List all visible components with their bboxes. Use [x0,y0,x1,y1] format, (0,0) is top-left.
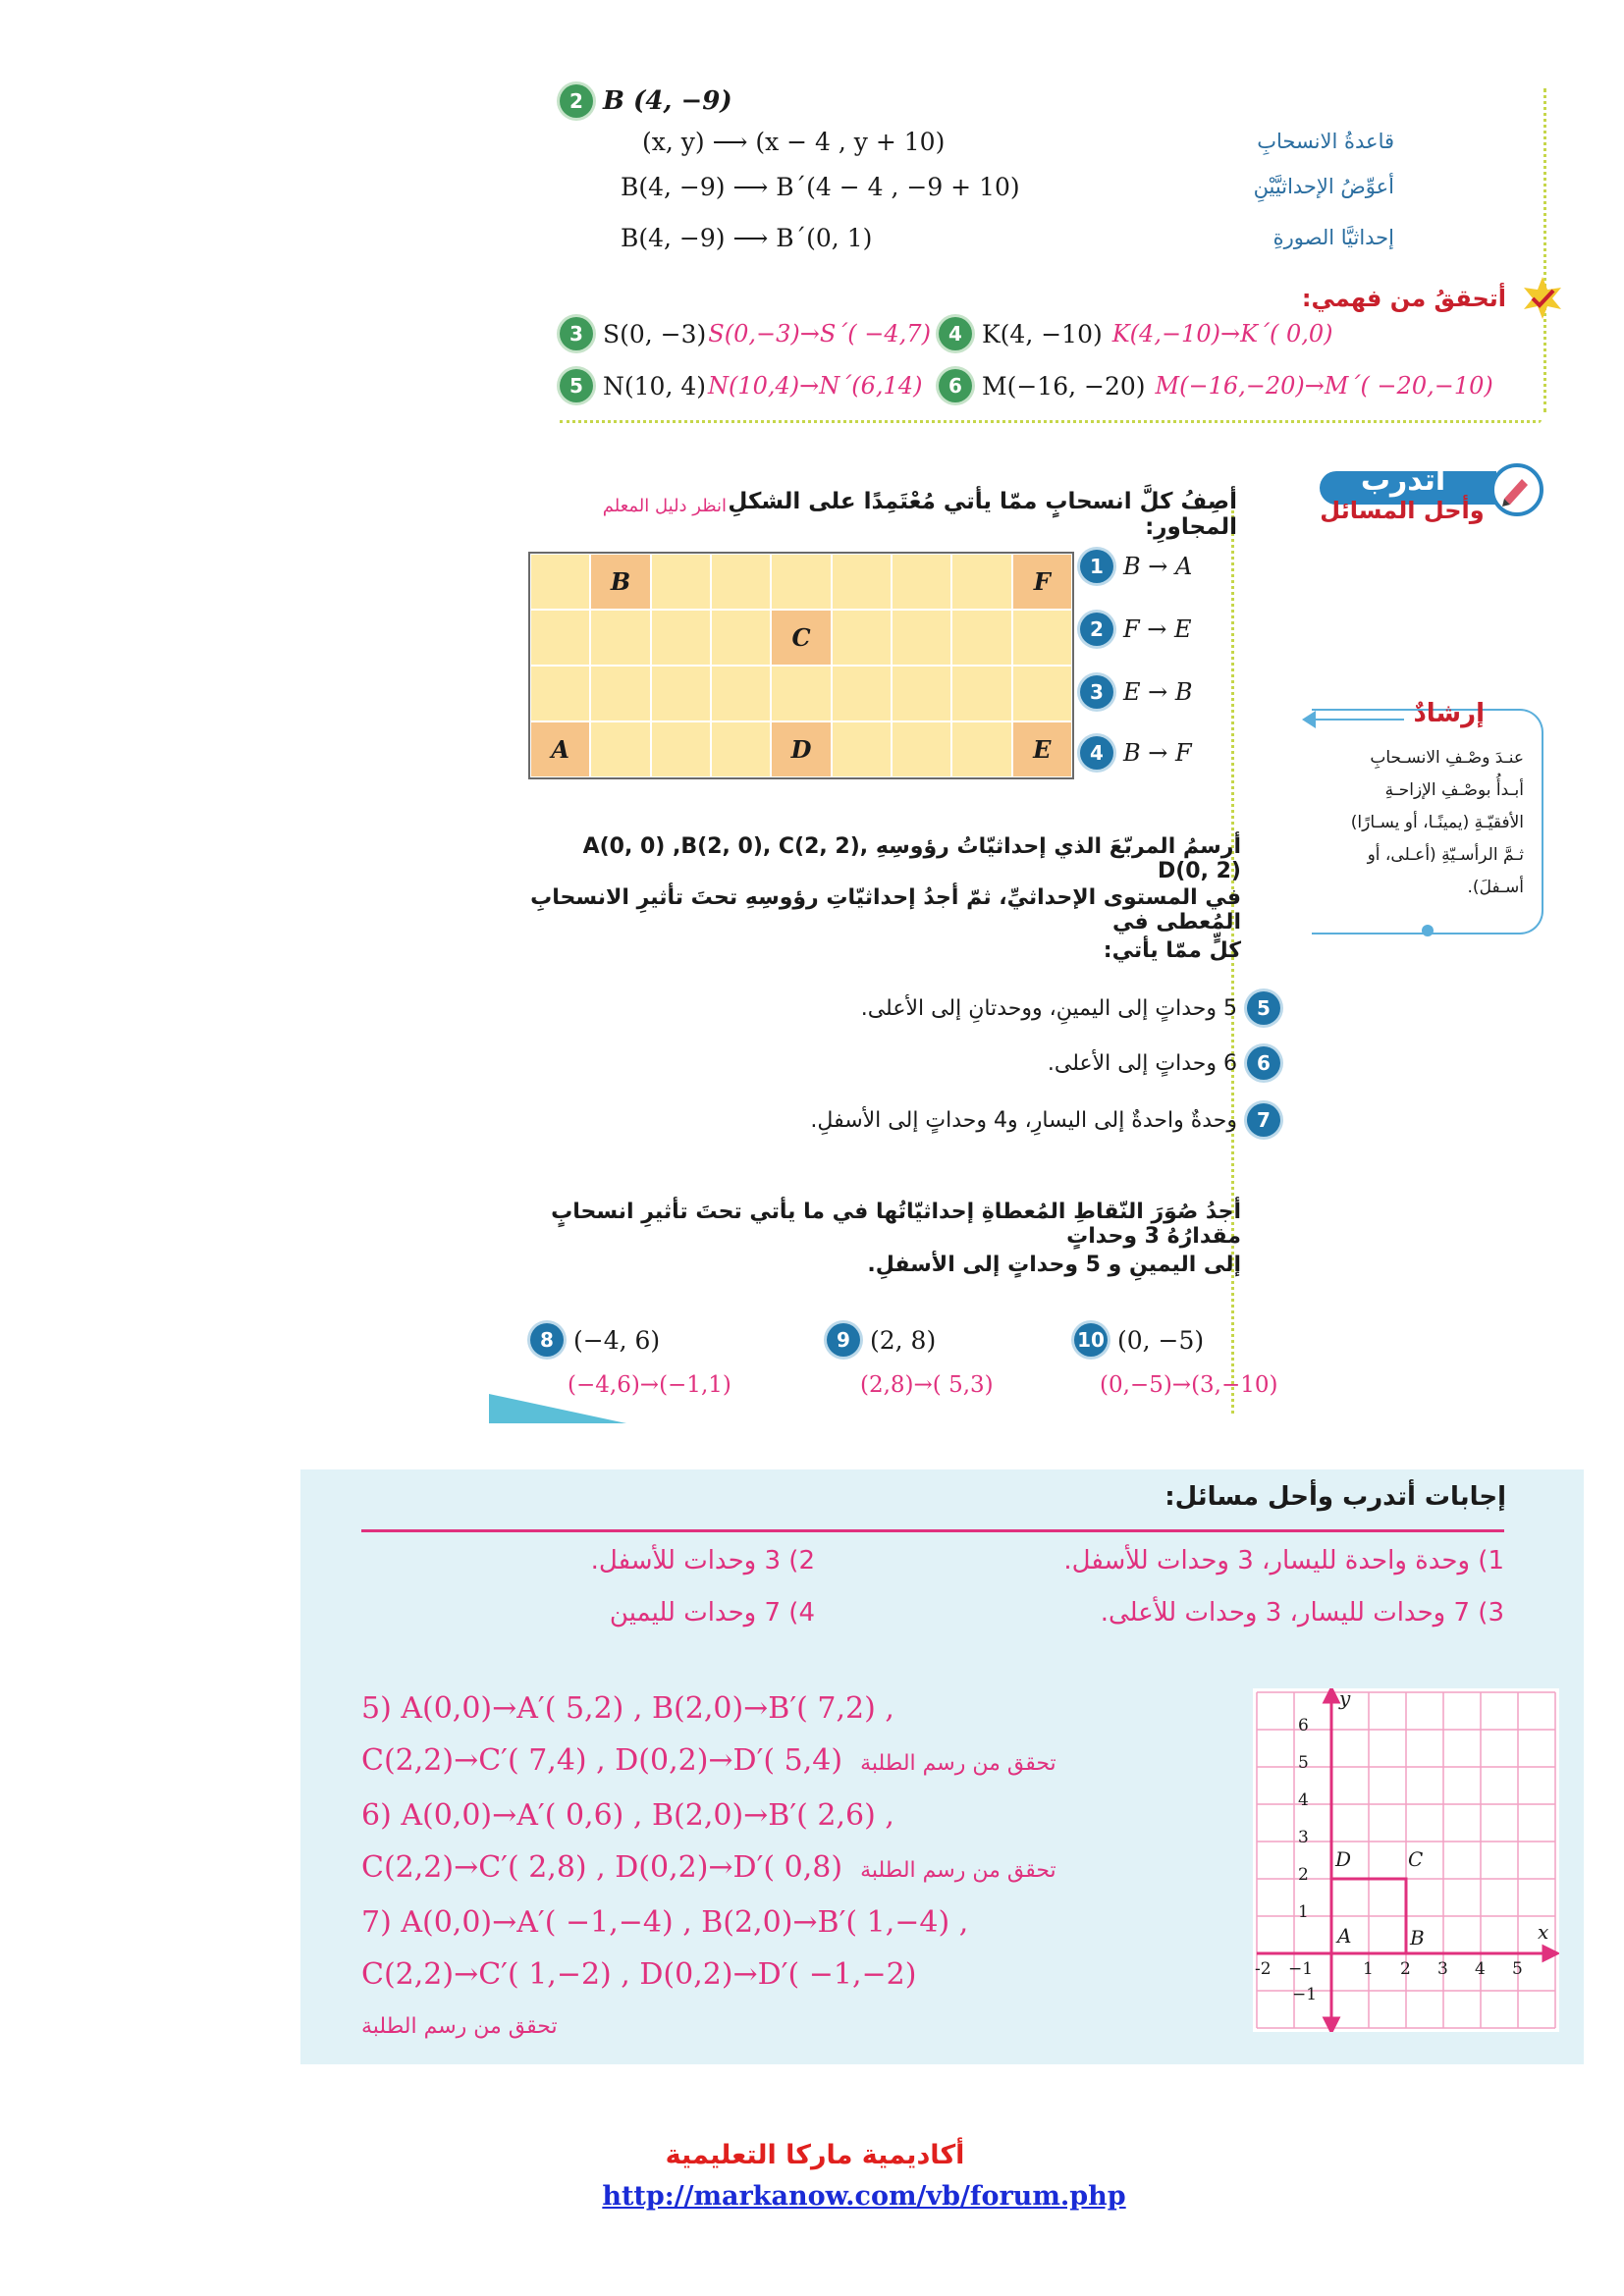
example-line-3: B(4, −9) ⟶ B´(0, 1) [621,224,873,252]
answer-line: C(2,2)→C′( 1,−2) , D(0,2)→D′( −1,−2) [361,1957,917,1992]
point-answer-10: (0,−5)→(3,−10) [1100,1372,1278,1398]
answer-line-with-note [361,1735,1056,1789]
graph-y-label: y [1339,1686,1351,1710]
answer-row-2: 2) 3 وحدات للأسفل. [590,1546,815,1575]
point-answer-8: (−4,6)→(−1,1) [568,1372,731,1398]
practice-instruction-2-line-2: في المستوى الإحداثيِّ، ثمّ أجدُ إحداثيّاتِ رؤوسِهِ تحتَ تأثيرِ الانسحابِ المُعطى في [530,885,1241,934]
example-line-1: (x, y) ⟶ (x − 4 , y + 10) [642,128,946,156]
answer-line: 6) A(0,0)→A′( 0,6) , B(2,0)→B′( 2,6) , [361,1798,894,1833]
graph-point-a: A [1337,1924,1352,1948]
hint-line: أسـفلَ). [1467,878,1524,897]
hint-line: أبـدأُ بوصْـفِ الإزاحـةِ [1384,780,1524,800]
grid-point-e: E [1012,721,1072,777]
hint-text [1316,742,1524,904]
example-number: 2 [560,84,593,118]
move-item-2 [1080,613,1192,646]
hint-line: ثـمَّ الرأسـيّةِ (أعـلى، أو [1367,845,1524,865]
move-item-3 [1080,675,1193,709]
practice-instruction-1: أصِفُ كلَّ انسحابٍ ممّا يأتي مُعْتَمِدًا على الشكلِ المجاورِ: [728,489,1237,540]
practice-instruction-3-line-2: إلى اليمينِ و 5 وحداتٍ إلى الأسفلِ. [867,1253,1241,1277]
graph-point-d: D [1335,1847,1352,1871]
point-item-8 [530,1323,660,1357]
graph-x-tick: 2 [1400,1959,1411,1979]
page-corner-wedge [489,1394,626,1423]
check-drawing-note: تحقق من رسم الطلبة [860,1858,1056,1883]
check-answer: N(10,4)→N´(6,14) [708,372,923,400]
practice-instruction-3-line-1: أجدُ صُوَرَ النّقاطِ المُعطاةِ إحداثيّاتُها في ما يأتي تحتَ تأثيرِ انسحابٍ مقدارُهُ 3 وحداتٍ [551,1200,1241,1249]
move-item-4 [1080,736,1192,770]
graph-y-tick: 2 [1298,1865,1309,1885]
practice-instruction-2-line-1: أرسمُ المربّعَ الذي إحداثيّاتُ رؤوسِهِ A(0, 0) ,B(2, 0), C(2, 2), D(0, 2) [582,834,1241,883]
task-text: وحدةٌ واحدةٌ إلى اليسارِ، و4 وحداتٍ إلى الأسفلِ. [810,1107,1237,1133]
point-question: (0, −5) [1117,1325,1205,1355]
answers-title: إجابات أتدرب وأحل مسائل: [1164,1482,1506,1512]
check-star-icon [1520,275,1565,320]
grid-point-b: B [590,554,650,610]
move-number: 4 [1080,736,1113,770]
answer-row-1: 1) وحدة واحدة لليسار، 3 وحدات للأسفل. [1063,1546,1504,1575]
check-item-6 [939,369,1493,402]
task-item-7 [810,1103,1280,1137]
answer-line: 5) A(0,0)→A′( 5,2) , B(2,0)→B′( 7,2) , [361,1691,894,1726]
graph-x-tick: 3 [1437,1959,1448,1979]
point-question: (2, 8) [870,1325,937,1355]
coordinate-graph [1253,1688,1559,2032]
point-question: (−4, 6) [573,1325,661,1355]
check-drawing-note: تحقق من رسم الطلبة [860,1751,1056,1776]
grid-point-d: D [771,721,831,777]
graph-x-tick: -2 [1255,1959,1272,1979]
move-text: F → E [1123,615,1192,643]
graph-y-tick: 4 [1298,1790,1309,1810]
hint-line: الأفقيّـةِ (يمينًـا، أو يسـارًا) [1350,813,1524,832]
task-item-5 [861,991,1280,1025]
practice-badge-title: أتدرب [1360,463,1446,498]
hint-arrow-icon [1302,711,1316,728]
pencil-icon [1490,463,1543,516]
move-number: 1 [1080,550,1113,583]
move-number: 2 [1080,613,1113,646]
graph-x-tick: 1 [1363,1959,1374,1979]
answer-line: C(2,2)→C′( 7,4) , D(0,2)→D′( 5,4) [361,1743,843,1778]
graph-point-c: C [1408,1847,1424,1871]
check-item-5 [560,369,922,402]
move-item-1 [1080,550,1192,583]
check-question: S(0, −3) [603,319,707,348]
check-item-3 [560,317,931,350]
point-item-10 [1074,1323,1204,1357]
check-number: 4 [939,317,972,350]
graph-y-tick: 5 [1298,1753,1309,1773]
check-item-4 [939,317,1333,350]
example-note-1: قاعدةُ الانسحابِ [1257,130,1394,153]
point-number: 8 [530,1323,564,1357]
answers-divider [361,1529,1504,1532]
graph-x-label: x [1538,1920,1549,1944]
hint-title: إرشادٌ [1413,699,1485,728]
move-text: B → F [1123,739,1192,767]
graph-x-tick: 5 [1512,1959,1523,1979]
task-number: 7 [1247,1103,1280,1137]
task-number: 6 [1247,1046,1280,1080]
check-number: 5 [560,369,593,402]
answer-coordinates [361,1682,1056,2053]
point-number: 10 [1074,1323,1108,1357]
example-line-2: B(4, −9) ⟶ B´(4 − 4 , −9 + 10) [621,173,1020,201]
footer-link[interactable]: http://markanow.com/vb/forum.php [602,2181,1126,2212]
answer-row-3: 3) 7 وحدات لليسار، 3 وحدات للأعلى. [1100,1598,1504,1628]
point-answer-9: (2,8)→( 5,3) [860,1372,994,1398]
task-text: 6 وحداتٍ إلى الأعلى. [1047,1050,1237,1076]
check-question: N(10, 4) [603,371,706,400]
check-number: 3 [560,317,593,350]
graph-point-b: B [1410,1926,1425,1949]
answer-line-with-note [361,1842,1056,1896]
move-text: E → B [1123,678,1193,706]
check-answer: K(4,−10)→K´( 0,0) [1111,320,1333,347]
point-number: 9 [827,1323,860,1357]
check-question: M(−16, −20) [982,371,1146,400]
example-note-3: إحداثيَّا الصورةِ [1272,226,1394,249]
grid-point-c: C [771,610,831,666]
graph-x-tick: −1 [1288,1959,1314,1979]
check-number: 6 [939,369,972,402]
answer-line: 7) A(0,0)→A′( −1,−4) , B(2,0)→B′( 1,−4) , [361,1905,969,1940]
check-title: أتحققُ من فهمي: [1301,285,1506,312]
teacher-guide-note: انظر دليل المعلم [602,496,727,516]
section-border-bottom [560,420,1542,423]
example-note-2: أعوِّضُ الإحداثيَّيْنِ [1253,175,1394,198]
example-header [560,84,732,118]
grid-point-a: A [530,721,590,777]
translation-grid [528,552,1074,779]
hint-line: عنـدَ وصْـفِ الانسـحابِ [1370,748,1524,768]
practice-instruction-2-line-3: كلٍّ ممّا يأتي: [1103,938,1241,963]
graph-y-tick: 6 [1298,1716,1309,1735]
check-answer: M(−16,−20)→M´( −20,−10) [1155,372,1493,400]
practice-badge [1306,461,1545,530]
move-text: B → A [1123,553,1193,580]
move-number: 3 [1080,675,1113,709]
section-border-dotted [1543,88,1546,412]
graph-x-tick: 4 [1475,1959,1486,1979]
practice-badge-subtitle: وأحل المسائل [1320,497,1485,524]
footer-academy-name: أكاديمية ماركا التعليمية [665,2140,965,2170]
check-drawing-note: تحقق من رسم الطلبة [361,2014,558,2039]
hint-dot [1422,925,1434,936]
answer-line: C(2,2)→C′( 2,8) , D(0,2)→D′( 0,8) [361,1850,843,1885]
graph-y-tick: 1 [1298,1902,1309,1922]
answer-row-4: 4) 7 وحدات لليمين [609,1598,815,1628]
task-number: 5 [1247,991,1280,1025]
task-item-6 [1048,1046,1280,1080]
task-text: 5 وحداتٍ إلى اليمينِ، ووحدتانِ إلى الأعلى. [860,995,1237,1021]
example-title: B (4, −9) [603,86,732,116]
graph-y-tick: −1 [1292,1985,1318,2004]
point-item-9 [827,1323,936,1357]
check-question: K(4, −10) [982,319,1103,348]
check-answer: S(0,−3)→S´( −4,7) [708,320,931,347]
grid-point-f: F [1012,554,1072,610]
graph-y-tick: 3 [1298,1828,1309,1847]
